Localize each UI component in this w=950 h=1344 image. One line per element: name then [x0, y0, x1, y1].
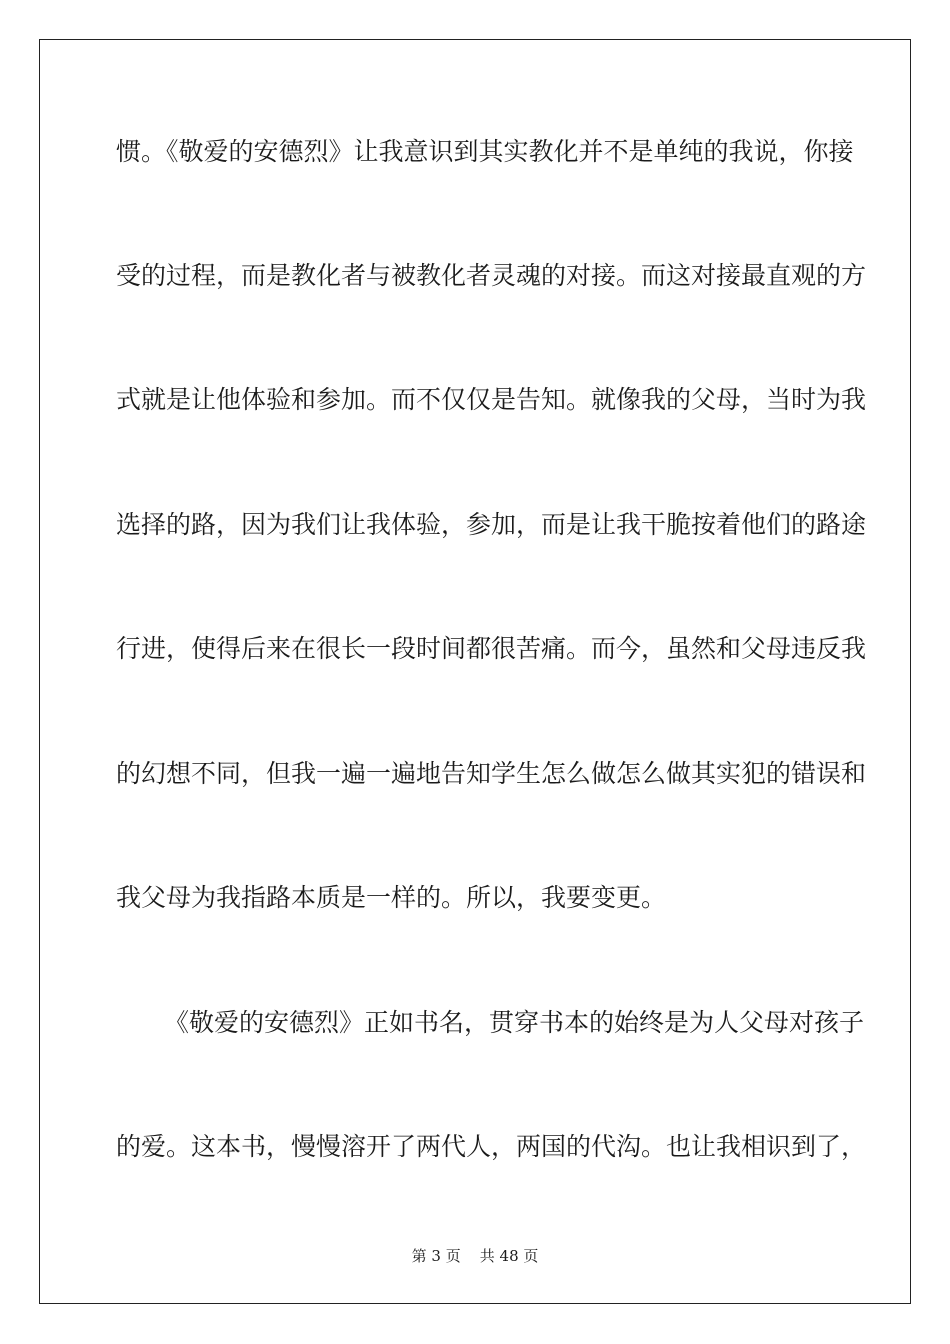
paragraph-line: 我父母为我指路本质是一样的。所以，我要变更。 [116, 883, 667, 912]
paragraph-line: 的幻想不同，但我一遍一遍地告知学生怎么做怎么做其实犯的错误和 [116, 759, 867, 788]
paragraph-line: 的爱。这本书，慢慢溶开了两代人，两国的代沟。也让我相识到了， [116, 1132, 867, 1161]
paragraph-line: 受的过程，而是教化者与被教化者灵魂的对接。而这对接最直观的方 [116, 261, 867, 290]
paragraph-line: 选择的路，因为我们让我体验，参加，而是让我干脆按着他们的路途 [116, 510, 867, 539]
page-border [39, 39, 911, 1304]
page-number-footer: 第 3 页 共 48 页 [411, 1247, 539, 1265]
paragraph-line: 行进，使得后来在很长一段时间都很苦痛。而今，虽然和父母违反我 [116, 634, 867, 663]
paragraph-line: 惯。《敬爱的安德烈》让我意识到其实教化并不是单纯的我说，你接 [116, 137, 854, 166]
paragraph-line: 《敬爱的安德烈》正如书名，贯穿书本的始终是为人父母对孩子 [164, 1008, 865, 1037]
paragraph-line: 式就是让他体验和参加。而不仅仅是告知。就像我的父母，当时为我 [116, 385, 867, 414]
